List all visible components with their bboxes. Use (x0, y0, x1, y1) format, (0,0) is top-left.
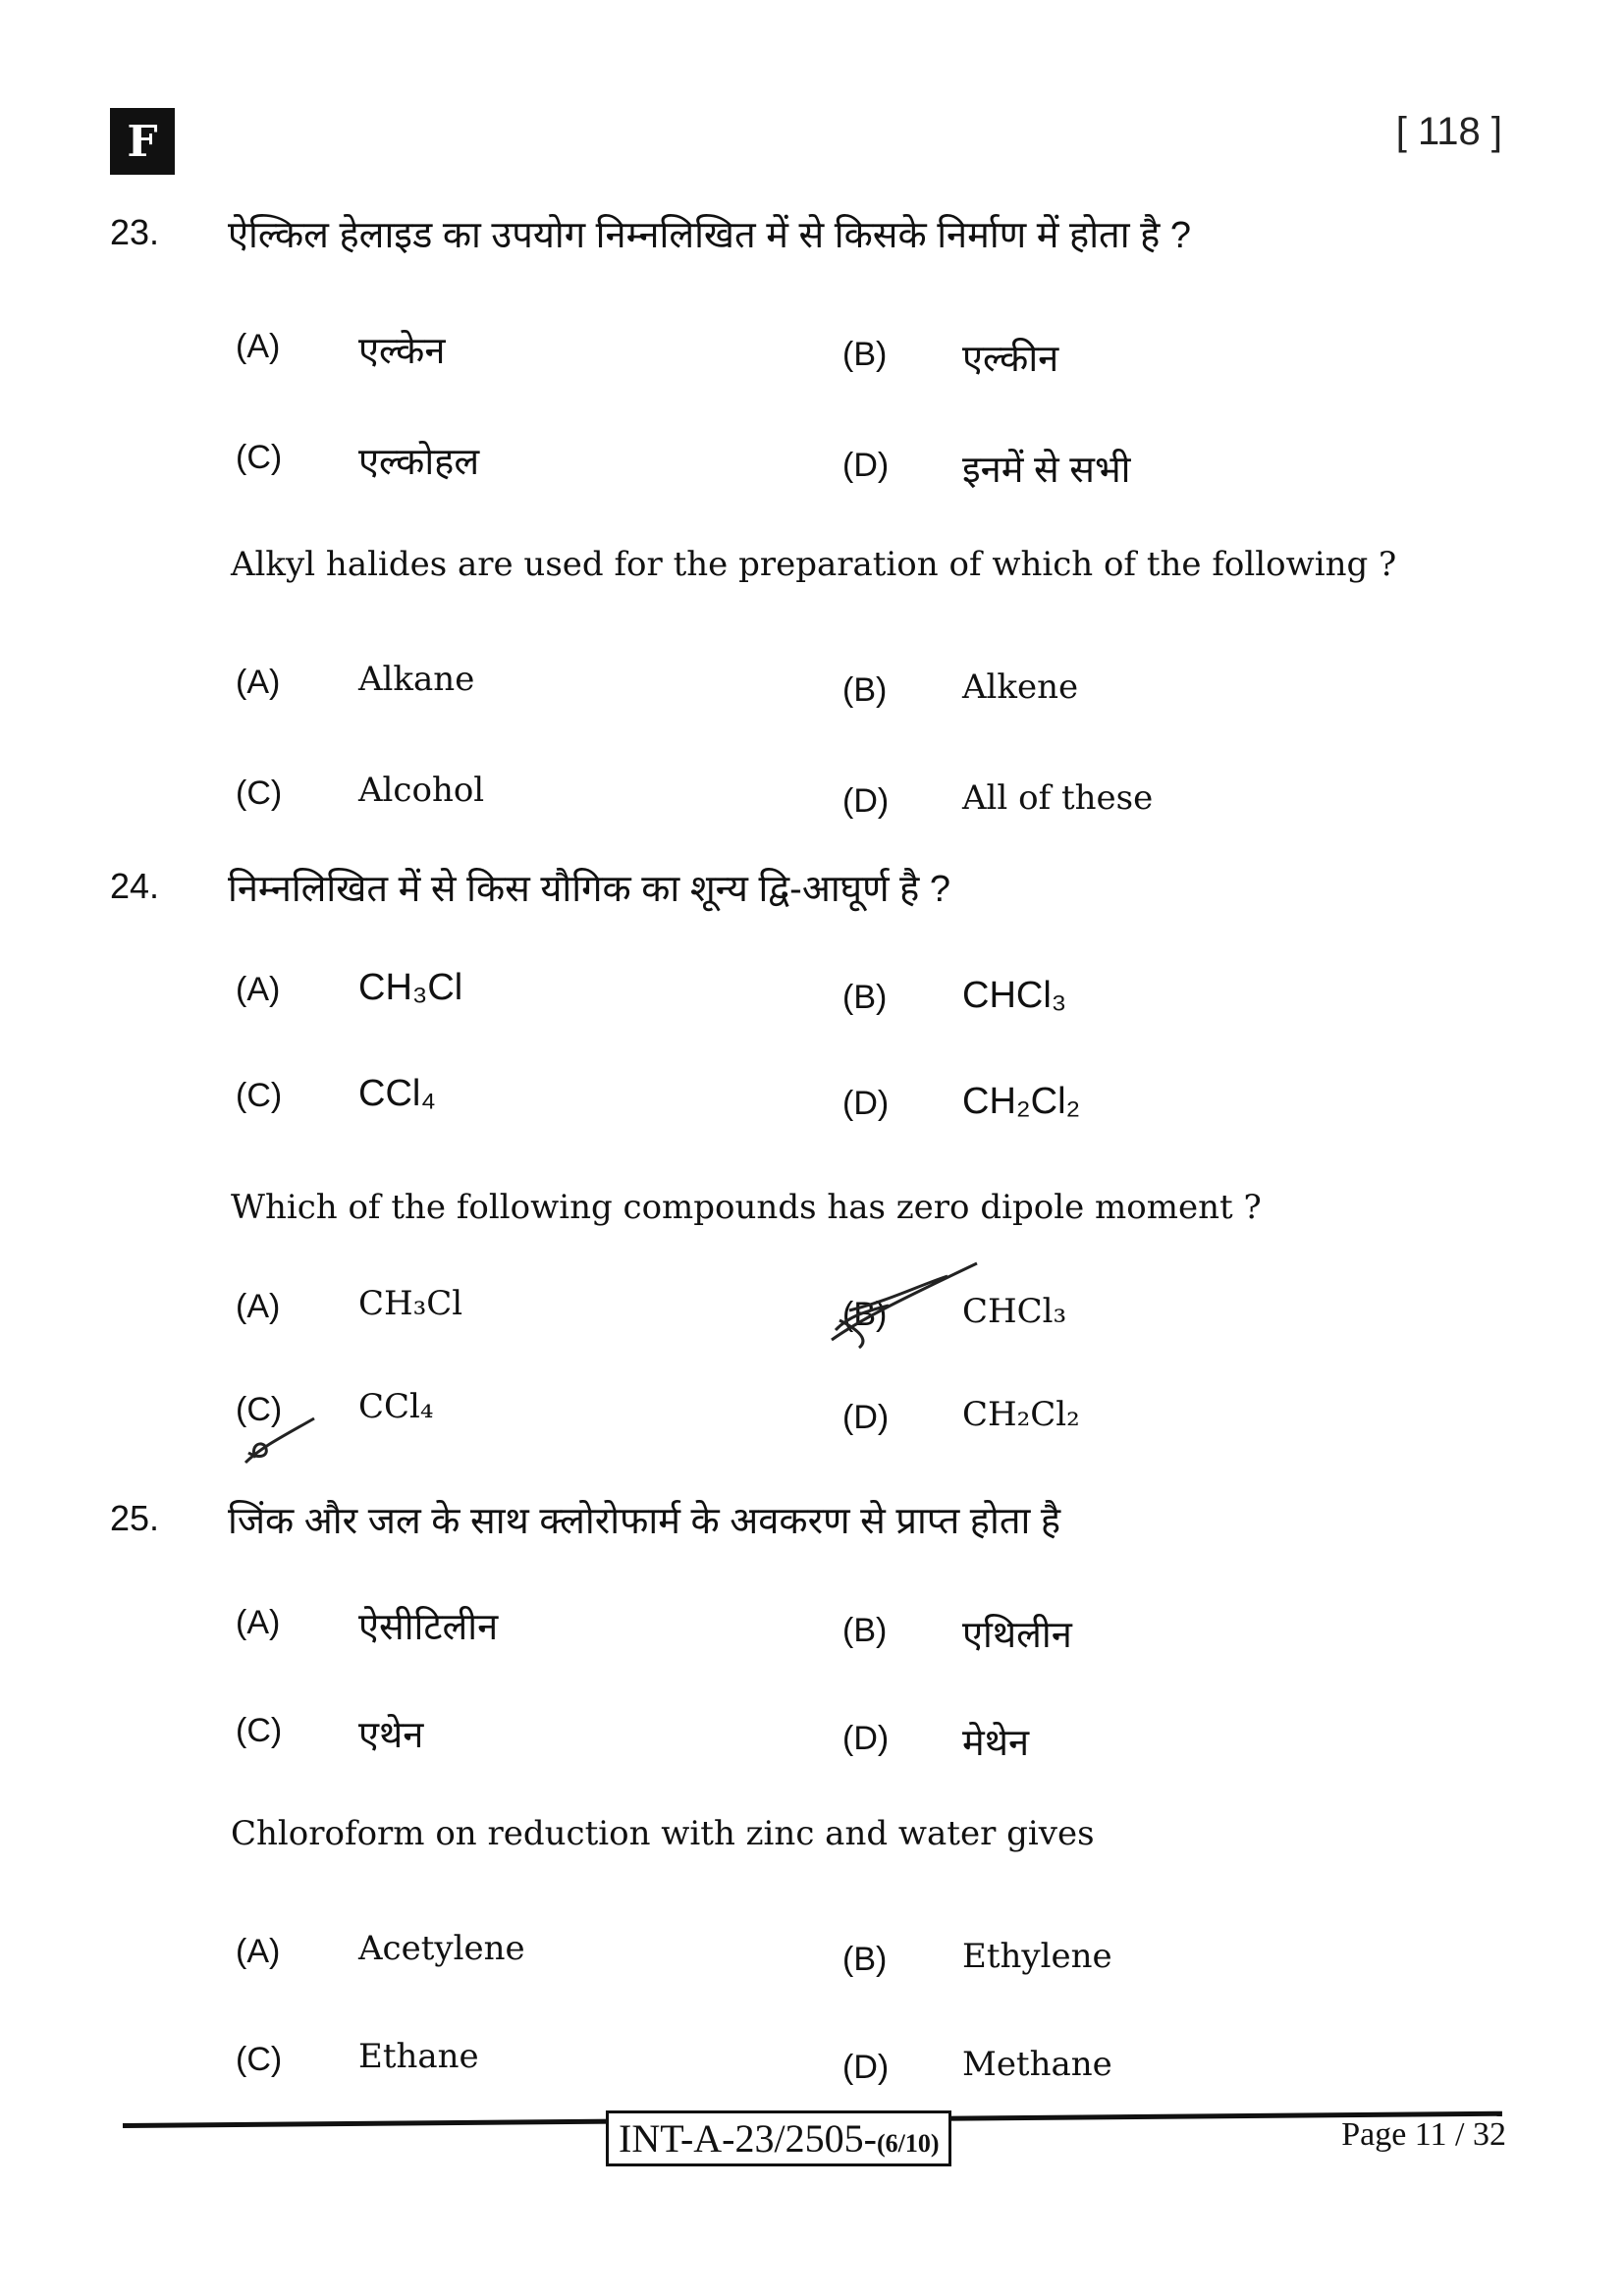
english-option-text: Ethane (358, 2037, 479, 2076)
question-text-hindi: निम्नलिखित में से किस यौगिक का शून्य द्वि-आघूर्ण है ? (228, 869, 951, 910)
english-option-label: (D) (842, 1399, 890, 1436)
hindi-option-text: CH₃Cl (358, 967, 463, 1008)
hindi-option-text: CH₂Cl₂ (962, 1081, 1081, 1122)
hindi-option-text: मेथेन (962, 1723, 1030, 1764)
pen-mark-q24-b (830, 1261, 987, 1350)
english-option-text: CH₃Cl (358, 1284, 463, 1323)
hindi-option-label: (A) (236, 1604, 281, 1641)
english-option-label: (D) (842, 2049, 890, 2086)
booklet-code-box (606, 2110, 951, 2166)
hindi-option-text: एथेन (358, 1715, 424, 1756)
english-option-label: (C) (236, 2041, 283, 2078)
hindi-option-text: एल्कीन (962, 339, 1059, 380)
hindi-option-label: (A) (236, 971, 281, 1008)
hindi-option-text: CCl₄ (358, 1073, 436, 1114)
english-option-text: CH₂Cl₂ (962, 1395, 1080, 1434)
english-option-label: (C) (236, 774, 283, 812)
question-number: 23. (110, 212, 160, 252)
pen-mark-q24-c (241, 1399, 319, 1468)
page-number: Page 11 / 32 (1341, 2116, 1506, 2153)
english-option-label: (A) (236, 1288, 281, 1325)
hindi-option-label: (A) (236, 328, 281, 365)
question-text-hindi: जिंक और जल के साथ क्लोरोफार्म के अवकरण से प्राप्त होता है (228, 1501, 1061, 1542)
hindi-option-text: ऐसीटिलीन (358, 1607, 499, 1648)
hindi-option-label: (B) (842, 1612, 888, 1649)
english-option-label: (B) (842, 1941, 888, 1978)
english-option-label: (A) (236, 664, 281, 701)
hindi-option-label: (C) (236, 1712, 283, 1749)
question-number: 24. (110, 866, 160, 906)
question-number: 25. (110, 1498, 160, 1538)
section-letter-badge: F (110, 108, 175, 175)
hindi-option-text: एल्केन (358, 331, 446, 372)
english-option-text: All of these (962, 778, 1154, 818)
hindi-option-label: (B) (842, 336, 888, 373)
question-text-english: Chloroform on reduction with zinc and water gives (231, 1814, 1095, 1853)
english-option-text: CCl₄ (358, 1387, 434, 1426)
booklet-code: INT-A-23/2505- (619, 2116, 877, 2161)
english-option-label: (D) (842, 782, 890, 820)
english-option-text: Acetylene (358, 1929, 525, 1968)
english-option-text: CHCl₃ (962, 1292, 1067, 1331)
hindi-option-label: (C) (236, 1077, 283, 1114)
hindi-option-text: एल्कोहल (358, 442, 480, 483)
hindi-option-label: (D) (842, 1720, 890, 1757)
english-option-label: (A) (236, 1933, 281, 1970)
english-option-label: (B) (842, 671, 888, 709)
english-option-text: Ethylene (962, 1937, 1112, 1976)
hindi-option-label: (D) (842, 1085, 890, 1122)
booklet-sub-code: (6/10) (876, 2129, 940, 2158)
english-option-text: Alcohol (358, 771, 485, 810)
english-option-label: (B) (842, 1296, 888, 1333)
hindi-option-label: (C) (236, 439, 283, 476)
paper-code: [ 118 ] (1395, 110, 1502, 153)
hindi-option-label: (B) (842, 979, 888, 1016)
english-option-text: Methane (962, 2045, 1112, 2084)
english-option-text: Alkane (358, 660, 475, 699)
hindi-option-text: इनमें से सभी (962, 450, 1131, 491)
english-option-label: (C) (236, 1391, 283, 1428)
english-option-text: Alkene (962, 667, 1079, 707)
question-text-english: Which of the following compounds has zero dipole moment ? (231, 1188, 1262, 1227)
question-text-hindi: ऐल्किल हेलाइड का उपयोग निम्नलिखित में से किसके निर्माण में होता है ? (228, 215, 1191, 256)
hindi-option-text: एथिलीन (962, 1615, 1072, 1656)
hindi-option-label: (D) (842, 447, 890, 484)
question-text-english: Alkyl halides are used for the preparation of which of the following ? (231, 545, 1397, 584)
hindi-option-text: CHCl₃ (962, 975, 1067, 1016)
